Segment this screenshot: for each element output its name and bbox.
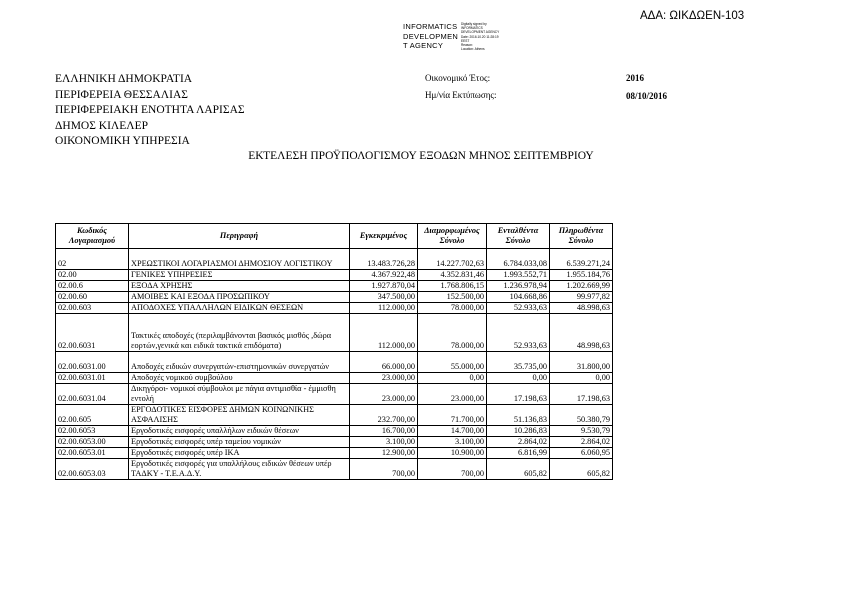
account-code-cell: 02.00.6053.00 [56, 437, 129, 448]
adjusted-cell: 23.000,00 [418, 384, 487, 405]
table-row [56, 352, 613, 373]
description-cell: Εργοδοτικές εισφορές υπέρ ταμείου νομικών [129, 437, 350, 448]
approved-cell: 1.927.870,04 [350, 281, 418, 292]
stamp-line: INFORMATICS [403, 22, 458, 31]
table-row [56, 270, 613, 281]
paid-cell: 99.977,82 [550, 292, 613, 303]
stamp-detail-line: Digitally signed by [461, 22, 487, 26]
paid-cell: 1.955.184,76 [550, 270, 613, 281]
description-cell: ΕΞΟΔΑ ΧΡΗΣΗΣ [129, 281, 350, 292]
table-row [56, 314, 613, 352]
paid-cell: 6.060,95 [550, 448, 613, 459]
print-date-value: 08/10/2016 [626, 91, 668, 101]
committed-cell: 6.784.033,08 [487, 249, 550, 270]
committed-cell: 605,82 [487, 459, 550, 480]
committed-cell: 1.993.552,71 [487, 270, 550, 281]
approved-cell: 23.000,00 [350, 384, 418, 405]
description-cell: ΑΠΟΔΟΧΕΣ ΥΠΑΛΛΗΛΩΝ ΕΙΔΙΚΩΝ ΘΕΣΕΩΝ [129, 303, 350, 314]
header-adjusted-total: Διαμορφωμένος Σύνολο [418, 224, 487, 249]
description-cell: ΧΡΕΩΣΤΙΚΟΙ ΛΟΓΑΡΙΑΣΜΟΙ ΔΗΜΟΣΙΟΥ ΛΟΓΙΣΤΙΚΟΥ [129, 249, 350, 270]
table-row [56, 303, 613, 314]
report-title: ΕΚΤΕΛΕΣΗ ΠΡΟΫΠΟΛΟΓΙΣΜΟΥ ΕΞΟΔΩΝ ΜΗΝΟΣ ΣΕΠΤΕΜΒΡΙΟΥ [248, 150, 594, 162]
table-header-row [56, 224, 613, 249]
table-row [56, 292, 613, 303]
approved-cell: 700,00 [350, 459, 418, 480]
table-row [56, 384, 613, 405]
account-code-cell: 02.00.6053.01 [56, 448, 129, 459]
description-cell: ΕΡΓΟΔΟΤΙΚΕΣ ΕΙΣΦΟΡΕΣ ΔΗΜΩΝ ΚΟΙΝΩΝΙΚΗΣ ΑΣΦΑΛΙΣΗΣ [129, 405, 350, 426]
account-code-cell: 02.00.6053 [56, 426, 129, 437]
table-row [56, 249, 613, 270]
account-code-cell: 02 [56, 249, 129, 270]
description-cell: Τακτικές αποδοχές (περιλαμβάνονται βασικός μισθός ,δώρα εορτών,γενικά και ειδικά τακτικά επιδόματα) [129, 314, 350, 352]
header-description: Περιγραφή [129, 224, 350, 249]
table-row [56, 437, 613, 448]
committed-cell: 10.286,83 [487, 426, 550, 437]
adjusted-cell: 71.700,00 [418, 405, 487, 426]
fiscal-year-label: Οικονομικό Έτος: [425, 73, 491, 83]
approved-cell: 66.000,00 [350, 352, 418, 373]
ada-code: ΑΔΑ: ΩΙΚΔΩΕΝ-103 [640, 10, 745, 22]
committed-cell: 2.864,02 [487, 437, 550, 448]
organization-header [55, 72, 245, 150]
approved-cell: 112.000,00 [350, 303, 418, 314]
stamp-detail-line: EEST [461, 38, 470, 43]
approved-cell: 23.000,00 [350, 373, 418, 384]
header-committed-total: Ενταλθέντα Σύνολο [487, 224, 550, 249]
committed-cell: 6.816,99 [487, 448, 550, 459]
account-code-cell: 02.00.6053.03 [56, 459, 129, 480]
description-cell: Αποδοχές νομικού συμβούλου [129, 373, 350, 384]
paid-cell: 2.864,02 [550, 437, 613, 448]
committed-cell: 52.933,63 [487, 314, 550, 352]
header-account-code: Κωδικός Λογαριασμού [56, 224, 129, 249]
paid-cell: 31.800,00 [550, 352, 613, 373]
description-cell: Εργοδοτικές εισφορές για υπαλλήλους ειδικών θέσεων υπέρ ΤΑΔΚΥ - Τ.Ε.Α.Δ.Υ. [129, 459, 350, 480]
approved-cell: 112.000,00 [350, 314, 418, 352]
committed-cell: 1.236.978,94 [487, 281, 550, 292]
adjusted-cell: 152.500,00 [418, 292, 487, 303]
adjusted-cell: 3.100,00 [418, 437, 487, 448]
stamp-detail-line: INFORMATICS [461, 26, 483, 31]
description-cell: Δικηγόροι- νομικοί σύμβουλοι με πάγια αντιμισθία - έμμισθη εντολή [129, 384, 350, 405]
adjusted-cell: 10.900,00 [418, 448, 487, 459]
paid-cell: 6.539.271,24 [550, 249, 613, 270]
adjusted-cell: 14.700,00 [418, 426, 487, 437]
committed-cell: 35.735,00 [487, 352, 550, 373]
stamp-detail-line: Date: 2016.10.20 11:28:19 [461, 34, 499, 39]
description-cell: ΑΜΟΙΒΕΣ ΚΑΙ ΕΞΟΔΑ ΠΡΟΣΩΠΙΚΟΥ [129, 292, 350, 303]
org-line: ΟΙΚΟΝΟΜΙΚΗ ΥΠΗΡΕΣΙΑ [55, 135, 190, 147]
account-code-cell: 02.00.605 [56, 405, 129, 426]
committed-cell: 51.136,83 [487, 405, 550, 426]
paid-cell: 605,82 [550, 459, 613, 480]
signature-stamp-details [461, 22, 499, 51]
paid-cell: 48.998,63 [550, 314, 613, 352]
table-row [56, 448, 613, 459]
account-code-cell: 02.00.60 [56, 292, 129, 303]
committed-cell: 0,00 [487, 373, 550, 384]
table-row [56, 281, 613, 292]
paid-cell: 1.202.669,99 [550, 281, 613, 292]
account-code-cell: 02.00 [56, 270, 129, 281]
paid-cell: 48.998,63 [550, 303, 613, 314]
account-code-cell: 02.00.603 [56, 303, 129, 314]
account-code-cell: 02.00.6031.04 [56, 384, 129, 405]
adjusted-cell: 700,00 [418, 459, 487, 480]
expenditure-table [55, 223, 613, 480]
adjusted-cell: 78.000,00 [418, 303, 487, 314]
adjusted-cell: 4.352.831,46 [418, 270, 487, 281]
account-code-cell: 02.00.6031.01 [56, 373, 129, 384]
table-row [56, 459, 613, 480]
approved-cell: 3.100,00 [350, 437, 418, 448]
committed-cell: 104.668,86 [487, 292, 550, 303]
committed-cell: 17.198,63 [487, 384, 550, 405]
approved-cell: 16.700,00 [350, 426, 418, 437]
org-line: ΠΕΡΙΦΕΡΕΙΑ ΘΕΣΣΑΛΙΑΣ [55, 88, 188, 101]
header-paid-total: Πληρωθέντα Σύνολο [550, 224, 613, 249]
adjusted-cell: 78.000,00 [418, 314, 487, 352]
stamp-detail-line: Location: Athens [461, 47, 485, 52]
stamp-line: DEVELOPMEN [403, 31, 459, 41]
stamp-detail-line: Reason: [461, 43, 473, 48]
paid-cell: 0,00 [550, 373, 613, 384]
adjusted-cell: 1.768.806,15 [418, 281, 487, 292]
approved-cell: 232.700,00 [350, 405, 418, 426]
table-row [56, 405, 613, 426]
table-row [56, 373, 613, 384]
description-cell: Εργοδοτικές εισφορές υπέρ ΙΚΑ [129, 448, 350, 459]
approved-cell: 4.367.922,48 [350, 270, 418, 281]
stamp-detail-line: DEVELOPMENT AGENCY [461, 30, 500, 35]
description-cell: Εργοδοτικές εισφορές υπαλλήλων ειδικών θέσεων [129, 426, 350, 437]
stamp-line: T AGENCY [403, 41, 444, 50]
signature-stamp-text [403, 22, 458, 51]
paid-cell: 9.530,79 [550, 426, 613, 437]
approved-cell: 347.500,00 [350, 292, 418, 303]
approved-cell: 13.483.726,28 [350, 249, 418, 270]
adjusted-cell: 0,00 [418, 373, 487, 384]
paid-cell: 50.380,79 [550, 405, 613, 426]
approved-cell: 12.900,00 [350, 448, 418, 459]
print-date-label: Ημ/νία Εκτύπωσης: [425, 90, 497, 100]
paid-cell: 17.198,63 [550, 384, 613, 405]
committed-cell: 52.933,63 [487, 303, 550, 314]
description-cell: Αποδοχές ειδικών συνεργατών-επιστημονικών συνεργατών [129, 352, 350, 373]
adjusted-cell: 55.000,00 [418, 352, 487, 373]
account-code-cell: 02.00.6 [56, 281, 129, 292]
account-code-cell: 02.00.6031 [56, 314, 129, 352]
header-approved: Εγκεκριμένος [350, 224, 418, 249]
table-row [56, 426, 613, 437]
org-line: ΕΛΛΗΝΙΚΗ ΔΗΜΟΚΡΑΤΙΑ [55, 73, 193, 85]
fiscal-year-value: 2016 [626, 73, 644, 83]
account-code-cell: 02.00.6031.00 [56, 352, 129, 373]
org-line: ΠΕΡΙΦΕΡΕΙΑΚΗ ΕΝΟΤΗΤΑ ΛΑΡΙΣΑΣ [55, 104, 245, 116]
adjusted-cell: 14.227.702,63 [418, 249, 487, 270]
org-line: ΔΗΜΟΣ ΚΙΛΕΛΕΡ [55, 119, 149, 132]
description-cell: ΓΕΝΙΚΕΣ ΥΠΗΡΕΣΙΕΣ [129, 270, 350, 281]
